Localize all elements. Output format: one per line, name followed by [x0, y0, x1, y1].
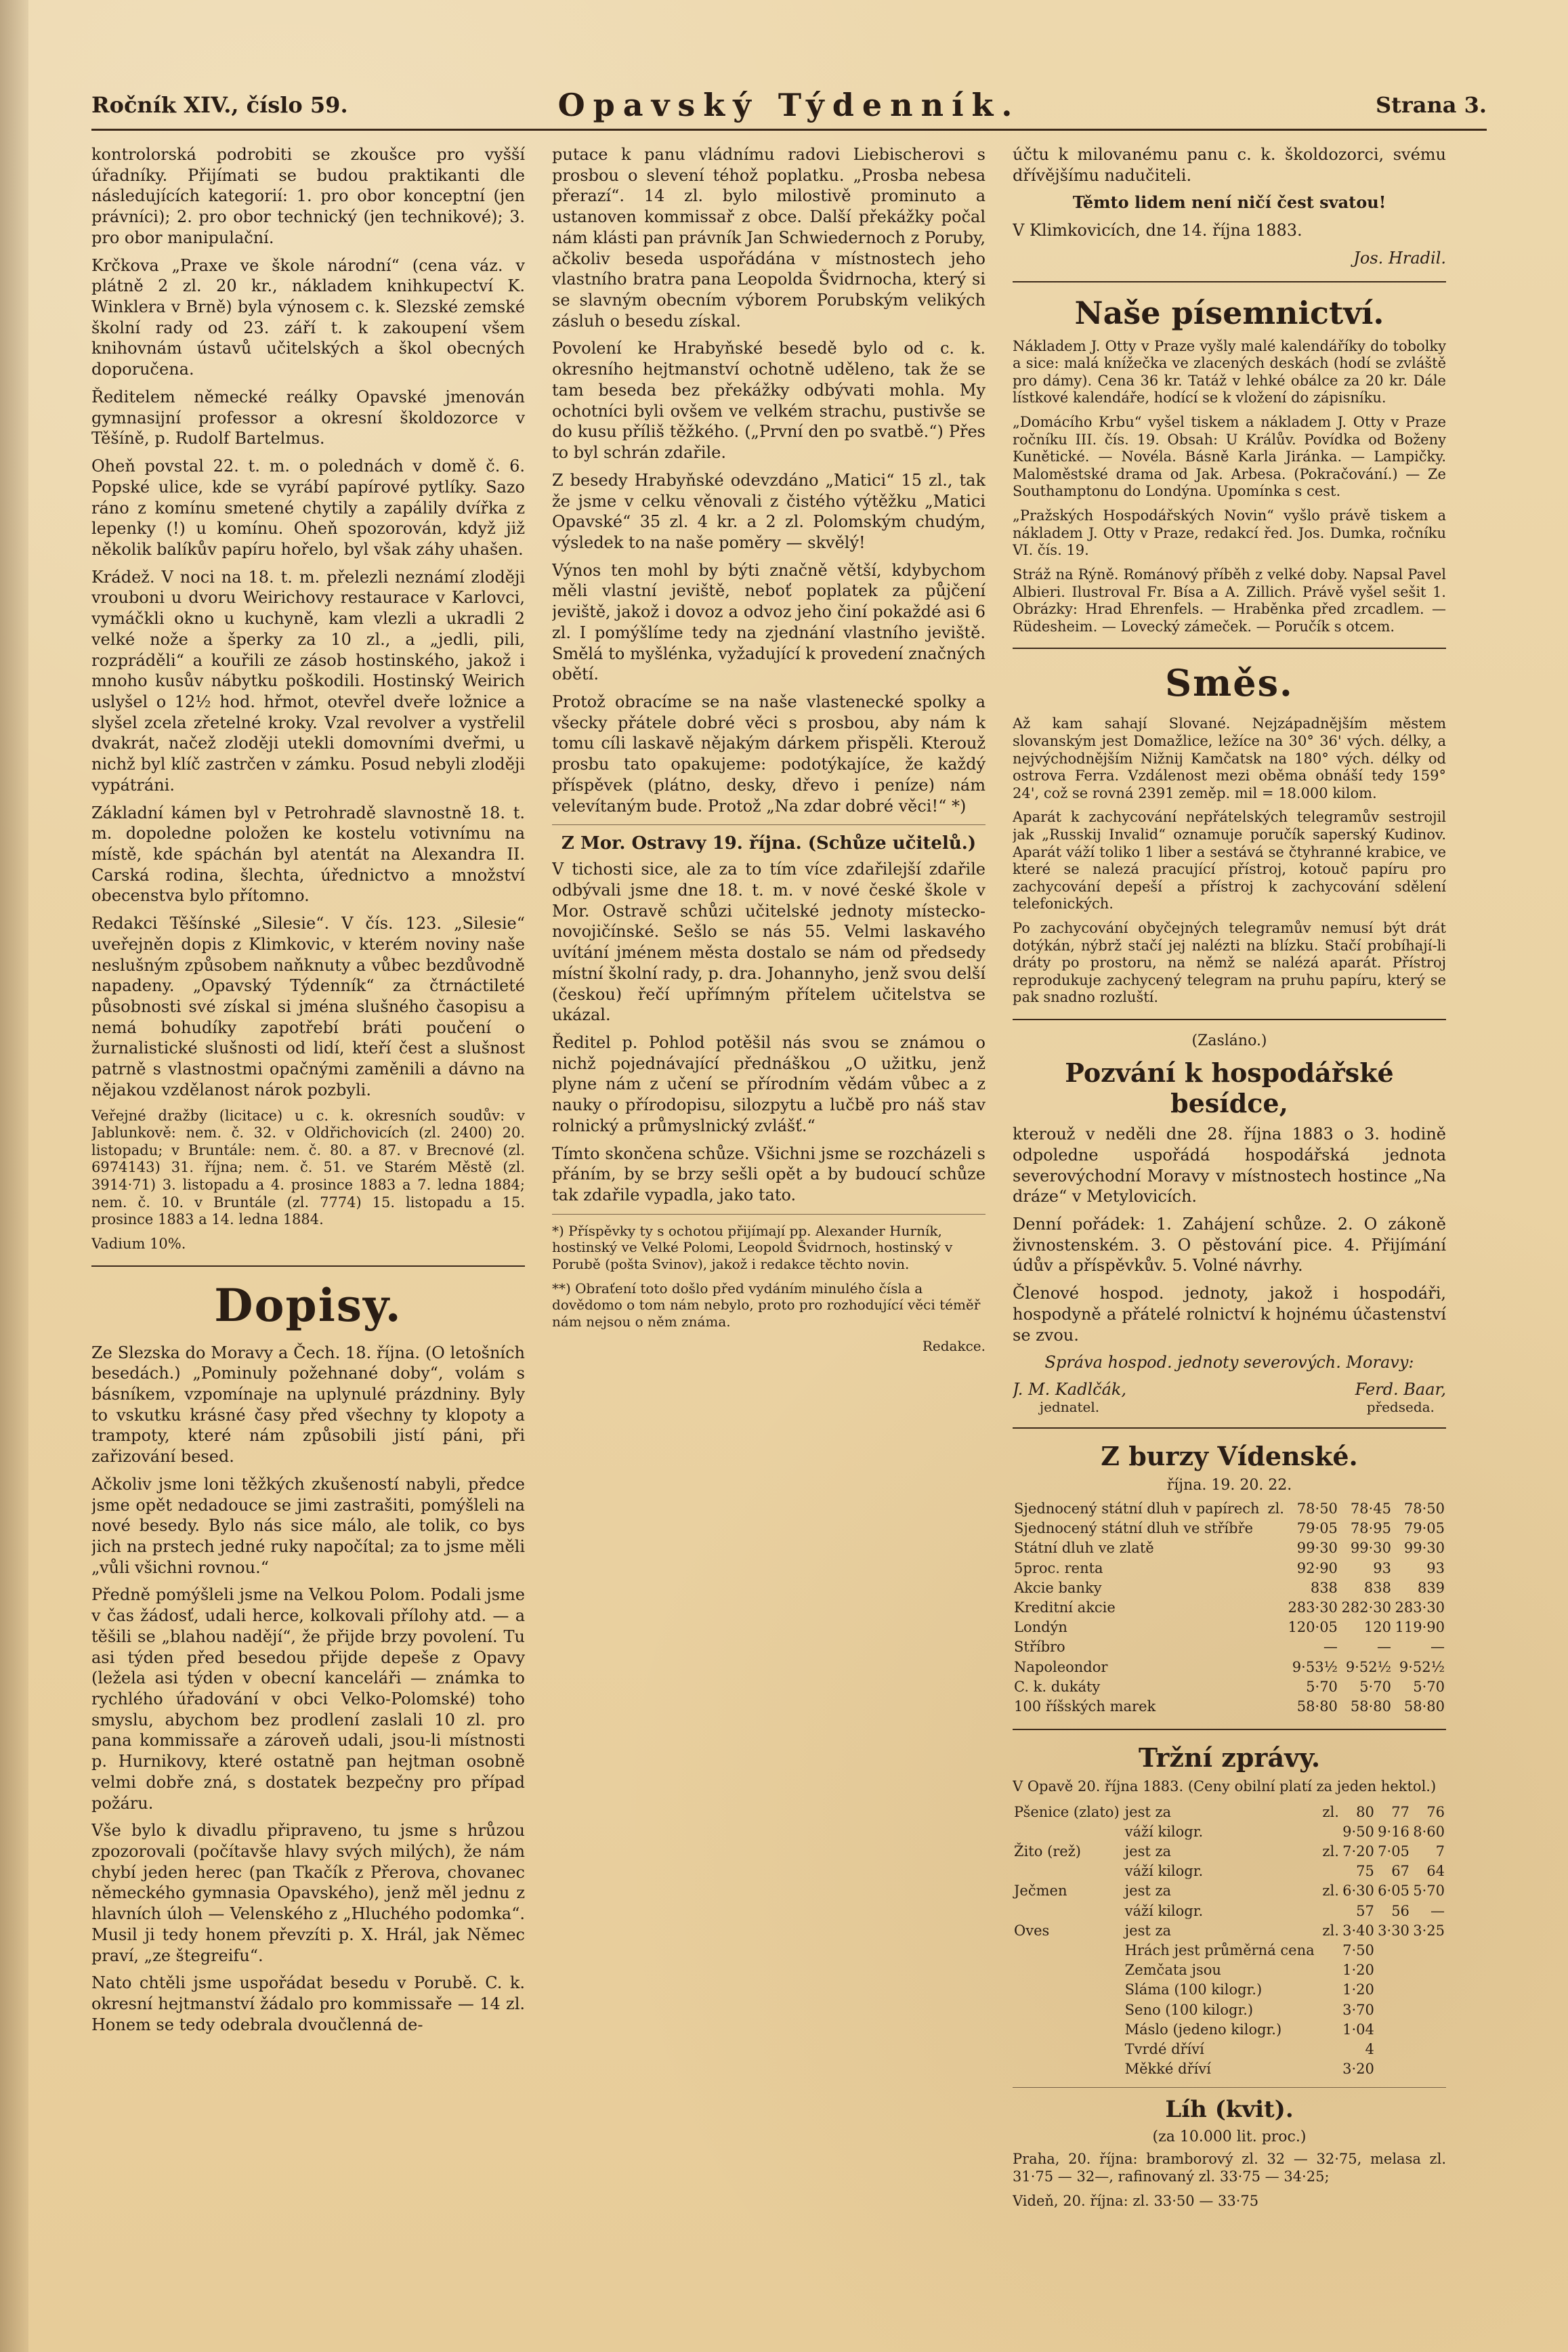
- market-value: [1411, 1960, 1446, 1980]
- burza-value: [1266, 1598, 1286, 1618]
- burza-value: 78·50: [1296, 1500, 1338, 1517]
- market-row: [1013, 1980, 1446, 2000]
- market-value: [1321, 2000, 1340, 2020]
- market-row: [1013, 1921, 1446, 1941]
- market-value: váží kilogr.: [1124, 1823, 1204, 1840]
- market-value: [1321, 2059, 1340, 2079]
- market-value: Zemčata jsou: [1124, 1962, 1221, 1979]
- lih-line: Videň, 20. října: zl. 33·50 — 33·75: [1013, 2192, 1259, 2209]
- burza-value: 838: [1310, 1579, 1338, 1596]
- market-value: Měkké dříví: [1124, 2061, 1211, 2078]
- lih-line: Praha, 20. října: bramborový zl. 32 — 32·75, melasa zl. 31·75 — 32—, rafinovaný zl. 33·75 — 34·25;: [1013, 2151, 1446, 2185]
- burza-value: 120: [1363, 1619, 1391, 1636]
- market-value: 3·25: [1413, 1922, 1445, 1939]
- market-value: zl.: [1322, 1922, 1339, 1939]
- section-divider: [1013, 648, 1446, 649]
- burza-item-name: Sjednocený státní dluh v papírech: [1014, 1500, 1260, 1517]
- market-value: 67: [1391, 1863, 1410, 1880]
- burza-value: [1266, 1637, 1286, 1657]
- market-commodity: [1013, 1862, 1124, 1881]
- market-value: [1411, 2059, 1446, 2079]
- market-value: 56: [1391, 1902, 1410, 1919]
- burza-row: [1013, 1578, 1446, 1598]
- market-row: [1013, 1941, 1446, 1960]
- article-columns: [91, 144, 1487, 2304]
- burza-value: [1266, 1559, 1286, 1578]
- market-value: [1376, 2000, 1411, 2020]
- signature-row: [1013, 1380, 1446, 1415]
- market-commodity: Ječmen: [1014, 1883, 1067, 1899]
- market-value: [1376, 1980, 1411, 2000]
- market-commodity: [1013, 1960, 1124, 1980]
- lih-heading: Líh (kvit).: [1165, 2096, 1294, 2124]
- burza-item-name: Napoleondor: [1014, 1658, 1108, 1675]
- market-value: 4: [1365, 2040, 1374, 2057]
- auction-notice: Veřejné dražby (licitace) u c. k. okresních soudův: v Jablunkově: nem. č. 32. v Oldřichovicích (zl. 2400) 20. listopadu; v Bruntále: nem. č. 80. a 87. v Brecnové (zl. 6974143) 31. října; nem. č. 51. ve Starém Městě (zl. 3914·71) 3. listopadu a 4. prosince 1883 a 7. ledna 1884; nem. č. 10. v Bruntále (zl. 7774) 15. listopadu a 15. prosince 1883 a 14. ledna 1884.: [91, 1107, 525, 1228]
- sprava-line: Správa hospod. jednoty severových. Moravy:: [1044, 1353, 1414, 1372]
- burza-value: [1266, 1578, 1286, 1598]
- market-value: 80: [1356, 1803, 1374, 1820]
- burza-value: 78·50: [1403, 1500, 1445, 1517]
- burza-item-name: Londýn: [1014, 1619, 1067, 1636]
- market-value: [1411, 1980, 1446, 2000]
- burza-value: [1266, 1658, 1286, 1677]
- burza-row: [1013, 1499, 1446, 1519]
- market-row: [1013, 2000, 1446, 2020]
- masthead: [91, 81, 1487, 131]
- middle-article-paragraph: putace k panu vládnímu radovi Liebischerovi s prosbou o slevení téhož poplatku. „Prosba nebesa přerazí“. 14 zl. bylo milostivě prominuto a ustanoven kommissař z obce. Další překážky počal nám klásti pan právník Jan Schwiedernoch z Poruby, ačkoliv beseda uspořádána v místnostech jeho vlastního bratra pana Leopolda Švidrnocha, který si se slavným obecním výborem Porubským velikých zásluh o besedu získal.: [552, 145, 986, 331]
- dopisy-paragraph: Ačkoliv jsme loni těžkých zkušeností nabyli, předce jsme opět nedadouce se jimi zastrašiti, pomýšleli na nové besedy. Bylo nás sice málo, ale tolik, co bys jich na prstech jedné ruky napočítal; za to jsme měli „vůli všichni rovnou.“: [91, 1474, 525, 1577]
- market-value: [1321, 2040, 1340, 2059]
- burza-value: 78·95: [1350, 1520, 1391, 1537]
- pozvani-paragraph: Členové hospod. jednoty, jakož i hospodáři, hospodyně a přátelé rolnictví k hojnému účastenství se zvou.: [1013, 1284, 1446, 1345]
- market-value: Tvrdé dříví: [1124, 2040, 1204, 2057]
- burza-value: [1266, 1618, 1286, 1637]
- market-commodity: [1013, 2059, 1124, 2079]
- market-value: 1·20: [1342, 1962, 1374, 1979]
- burza-value: zl.: [1267, 1500, 1284, 1517]
- literature-paragraph: „Domácího Krbu“ vyšel tiskem a nákladem J. Otty v Praze ročníku III. čís. 19. Obsah: U Králův. Povídka od Boženy Kunětické. — Novéla. Básně Karla Jiránka. — Lampičky. Maloměstské drama od Jak. Arbesa. (Pokračování.) — Ze Southamptonu do Londýna. Upomínka s cest.: [1013, 414, 1446, 500]
- burza-value: 99·30: [1350, 1540, 1391, 1557]
- burza-value: 93: [1426, 1559, 1445, 1576]
- burza-item-name: Státní dluh ve zlatě: [1014, 1540, 1154, 1557]
- burza-value: 58·80: [1350, 1698, 1391, 1715]
- market-value: 75: [1356, 1863, 1374, 1880]
- zaslano-label: (Zasláno.): [1191, 1032, 1267, 1050]
- market-value: 9·16: [1378, 1823, 1410, 1840]
- market-value: 3·20: [1342, 2061, 1374, 2078]
- market-commodity: [1013, 1941, 1124, 1960]
- left-signature-role: jednatel.: [1039, 1399, 1100, 1415]
- burza-row: [1013, 1538, 1446, 1558]
- section-divider: [1013, 1729, 1446, 1730]
- market-row: [1013, 1902, 1446, 1921]
- nase-pisemnictvi-heading: Naše písemnictví.: [1074, 294, 1384, 331]
- market-row: [1013, 1803, 1446, 1822]
- burza-value: 99·30: [1296, 1540, 1338, 1557]
- footnote-signature: Redakce.: [922, 1338, 986, 1355]
- vadium-note: Vadium 10%.: [91, 1235, 186, 1252]
- lih-subheading: (za 10.000 lit. proc.): [1152, 2128, 1307, 2146]
- market-value: [1411, 2020, 1446, 2040]
- left-article-paragraph: kontrolorská podrobiti se zkoušce pro vyšší úřadníky. Přijímati se budou praktikanti dle následujících kategorií: 1. pro obor konceptní (jen právníci); 2. pro obor technický (jen technikové); 3. pro obor manipulační.: [91, 145, 525, 247]
- burza-item-name: 100 říšských marek: [1014, 1698, 1156, 1715]
- market-value: zl.: [1322, 1883, 1339, 1899]
- section-divider: [1013, 1019, 1446, 1020]
- market-value: [1376, 1941, 1411, 1960]
- pozvani-paragraph: kterouž v neděli dne 28. října 1883 o 3. hodině odpoledne uspořádá hospodářská jednota severovýchodní Moravy v místnostech hostince „Na dráze“ v Metylovicích.: [1013, 1125, 1446, 1206]
- middle-divider: [552, 824, 986, 825]
- market-commodity: Pšenice (zlato): [1014, 1803, 1120, 1820]
- market-value: zl.: [1322, 1843, 1339, 1860]
- section-divider: [1013, 281, 1446, 282]
- market-value: 7·05: [1378, 1843, 1410, 1860]
- burza-value: —: [1323, 1639, 1338, 1656]
- market-value: [1411, 1941, 1446, 1960]
- burza-value: 839: [1417, 1579, 1445, 1596]
- market-value: 1·04: [1342, 2021, 1374, 2038]
- section-divider: [1013, 2087, 1446, 2088]
- middle-column: [552, 144, 986, 2304]
- literature-paragraph: Stráž na Rýně. Románový příběh z velké doby. Napsal Pavel Albieri. Ilustroval Fr. Bísa a A. Zillich. Právě vyšel sešit 1. Obrázky: Hrad Ehrenfels. — Hraběnka před zrcadlem. — Rüdesheim. — Lovecký zámeček. — Poručík s otcem.: [1013, 566, 1446, 635]
- market-value: 7·50: [1342, 1941, 1374, 1958]
- left-article-paragraph: Ředitelem německé reálky Opavské jmenován gymnasijní professor a okresní školdozorce v Těšíně, p. Rudolf Bartelmus.: [91, 387, 525, 448]
- left-article-paragraph: Redakci Těšínské „Silesie“. V čís. 123. „Silesie“ uveřejněn dopis z Klimkovic, v kterém noviny naše neslušným způsobem naňknuty a vůbec bezdůvodně napadeny. „Opavský Týdenník“ za čtrnáctileté působnosti své získal si jména slušného časopisu a nemá bohudíky zapotřebí bráti poučení o žurnalistické slušnosti od lidí, kteří čest a slušnost patrně s vlastnostmi opačnými zaměnili a dávno na nějakou vzdělanost nárok pozbyli.: [91, 914, 525, 1099]
- market-value: jest za: [1124, 1922, 1172, 1939]
- ostrava-heading: Z Mor. Ostravy 19. října. (Schůze učitelů.): [561, 833, 977, 854]
- burza-value: 79·05: [1403, 1520, 1445, 1537]
- burza-value: [1266, 1697, 1286, 1717]
- market-value: 3·30: [1378, 1922, 1410, 1939]
- market-value: [1376, 1960, 1411, 1980]
- market-value: [1321, 1941, 1340, 1960]
- intro-line: V Klimkovicích, dne 14. října 1883.: [1013, 221, 1302, 240]
- burza-item-name: C. k. dukáty: [1014, 1678, 1101, 1695]
- market-table: [1013, 1803, 1446, 2080]
- burza-value: [1266, 1677, 1286, 1697]
- footnote: *) Příspěvky ty s ochotou přijímají pp. Alexander Hurník, hostinský ve Velké Polomi, Leopold Švidrnoch, hostinský v Porubě (pošta Svinov), jakož i redakce těchto novin.: [552, 1222, 953, 1272]
- middle-article-paragraph: Protož obracíme se na naše vlastenecké spolky a všecky přátele dobré věci s prosbou, aby nám k tomu cíli laskavě nějakým dárkem přispěli. Kterouž prosbu tato opakujeme: podotýkajíce, že každý příspěvek (plátno, desky, dřevo i peníze) nám velevítaným bude. Protož „Na zdar dobré věci!“ *): [552, 692, 986, 816]
- smes-paragraph: Po zachycování obyčejných telegramův nemusí být drát dotýkán, nýbrž stačí jej nalézti na blízku. Stačí probíhají-li dráty po prostoru, na němž se nalézá aparát. Přístroj reprodukuje zachycený telegram na pruhu papíru, který se pak snadno rozluští.: [1013, 920, 1446, 1006]
- left-signature: [1013, 1380, 1126, 1415]
- burza-value: 5·70: [1413, 1678, 1445, 1695]
- burza-table: [1013, 1499, 1446, 1717]
- market-row: [1013, 1842, 1446, 1862]
- burza-value: 119·90: [1395, 1619, 1445, 1636]
- right-signature-role: předseda.: [1366, 1399, 1435, 1415]
- market-value: [1376, 2059, 1411, 2079]
- market-value: Sláma (100 kilogr.): [1124, 1981, 1263, 1998]
- market-value: [1321, 1822, 1340, 1842]
- burza-row: [1013, 1519, 1446, 1538]
- burza-subhead: října. 19. 20. 22.: [1166, 1477, 1292, 1494]
- market-value: Seno (100 kilogr.): [1124, 2001, 1254, 2018]
- market-value: jest za: [1124, 1803, 1172, 1820]
- market-value: 6·30: [1342, 1883, 1374, 1899]
- dopisy-paragraph: Ze Slezska do Moravy a Čech. 18. října. (O letošních besedách.) „Pominuly požehnané doby“, volám s básníkem, vzpomínaje na uplynulé prázdniny. Byly to vskutku krásné časy před všechny ty klopoty a trampoty, které nám způsobili jistí páni, při zařizování besed.: [91, 1343, 525, 1467]
- burza-item-name: Kreditní akcie: [1014, 1599, 1116, 1616]
- burza-value: 5·70: [1359, 1678, 1391, 1695]
- market-table-body: [1013, 1803, 1446, 2080]
- section-divider: [91, 1265, 525, 1267]
- market-value: [1411, 2000, 1446, 2020]
- literature-paragraph: Nákladem J. Otty v Praze vyšly malé kalendáříky do tobolky a sice: malá knížečka ve zlacených deskách (hodí se zvláště pro dámy). Cena 36 kr. Tatáž v lehké obálce za 20 kr. Dále lístkové kalendáře, hodící se k vložení do zápisníku.: [1013, 337, 1446, 406]
- left-article-paragraph: Krádež. V noci na 18. t. m. přelezli neznámí zloději vrouboni u dvoru Weirichovy restaurace v Karlovci, vymáčkli okno u kuchyně, kam vlezli a ukradli 2 velké nože a šperky za 10 zl., a „jedli, pili, rozpráděli“ a kouřili ze zásob hostinského, jakož i mnoho kusův nábytku poškodili. Hostinský Weirich uslyšel o 12½ hod. hřmot, otevřel dveře ložnice a slyšel zcela zřetelné kroky. Vzal revolver a vystřelil dvakrát, načež zloději utekli domovními dveřmi, u nichž byl klíč zastrčen v zámku. Posud nebyli zloději vypátráni.: [91, 567, 525, 795]
- burza-value: 9·52½: [1345, 1658, 1391, 1675]
- market-commodity: [1013, 1980, 1124, 2000]
- middle-article-paragraph: Z besedy Hrabyňské odevzdáno „Matici“ 15 zl., tak že jsme v celku věnovali z čistého výtěžku „Matici Opavské“ 35 zl. 4 kr. a 2 zl. Polomským chudým, výsledek to na naše poměry — skvělý!: [552, 470, 986, 552]
- market-value: 7: [1435, 1843, 1445, 1860]
- burza-value: 5·70: [1306, 1678, 1338, 1695]
- left-column: [91, 144, 525, 2304]
- burza-row: [1013, 1658, 1446, 1677]
- burza-value: 78·45: [1350, 1500, 1391, 1517]
- market-value: [1321, 1862, 1340, 1881]
- middle-article-paragraph: Výnos ten mohl by býti značně větší, kdybychom měli vlastní jeviště, neboť poplatek za půjčení jeviště, jakož i dovoz a odvoz jeho činí pokaždé asi 6 zl. I pomýšlíme tedy na zjednání vlastního jeviště. Smělá to myšlénka, vyžadující k provedení značných obětí.: [552, 560, 986, 684]
- intro-line: Těmto lidem není ničí čest svatou!: [1072, 192, 1386, 213]
- burza-value: —: [1376, 1639, 1391, 1656]
- market-value: 8·60: [1413, 1823, 1445, 1840]
- market-row: [1013, 1822, 1446, 1842]
- burza-value: 93: [1373, 1559, 1391, 1576]
- middle-article-paragraph: Povolení ke Hrabyňské besedě bylo od c. k. okresního hejtmanství ochotně uděleno, tak že se tam beseda bez překážky odbývati mohla. My ochotníci byli ovšem ve velkém strachu, pustivše se do kusu příliš těžkého. („První den po svatbě.“) Přes to byl schrán zdařile.: [552, 339, 986, 463]
- market-row: [1013, 1862, 1446, 1881]
- burza-value: 9·52½: [1399, 1658, 1445, 1675]
- burza-value: 58·80: [1296, 1698, 1338, 1715]
- market-intro: V Opavě 20. října 1883. (Ceny obilní platí za jeden hektol.): [1013, 1778, 1437, 1795]
- market-row: [1013, 1960, 1446, 1980]
- burza-value: 58·80: [1403, 1698, 1445, 1715]
- burza-row: [1013, 1598, 1446, 1618]
- market-value: váží kilogr.: [1124, 1902, 1204, 1919]
- market-value: jest za: [1124, 1843, 1172, 1860]
- smes-paragraph: Aparát k zachycování nepřátelských telegramův sestrojil jak „Russkij Invalid“ oznamuje poručík saperský Kudinov. Aparát váží toliko 1 liber a sestává se čtyhranné krabice, ve které se nalezá pracující přístroj, kotouč papíru pro zachycování depeší a přístroj k zachycování sdělení telefonických.: [1013, 809, 1446, 912]
- left-signature-name: J. M. Kadlčák,: [1013, 1380, 1127, 1399]
- section-divider: [1013, 1427, 1446, 1429]
- burza-heading: Z burzy Vídenské.: [1101, 1441, 1358, 1471]
- burza-row: [1013, 1697, 1446, 1717]
- market-value: [1376, 2020, 1411, 2040]
- market-value: zl.: [1322, 1803, 1339, 1820]
- market-commodity: [1013, 1822, 1124, 1842]
- market-value: 77: [1391, 1803, 1410, 1820]
- market-value: [1321, 1960, 1340, 1980]
- trzni-heading: Tržní zprávy.: [1138, 1742, 1321, 1773]
- burza-item-name: 5proc. renta: [1014, 1559, 1103, 1576]
- market-commodity: [1013, 1902, 1124, 1921]
- newspaper-title: Opavský Týdenník.: [557, 87, 1021, 123]
- left-article-paragraph: Oheň povstal 22. t. m. o polednách v domě č. 6. Popské ulice, kde se vyrábí papírové pytlíky. Sazo ráno z komínu smetené chytily a zapálily dvířka z lepenky (!) u komínu. Oheň spozorován, když již několik balíkův papíru hořelo, byl však záhy uhašen.: [91, 457, 525, 559]
- burza-row: [1013, 1677, 1446, 1697]
- pozvani-heading: Pozvání k hospodářské besídce,: [1065, 1057, 1394, 1119]
- market-value: 64: [1426, 1863, 1445, 1880]
- market-row: [1013, 1881, 1446, 1901]
- market-commodity: Žito (rež): [1014, 1843, 1081, 1860]
- market-value: 3·40: [1342, 1922, 1374, 1939]
- right-signature-name: Ferd. Baar,: [1355, 1380, 1446, 1399]
- burza-value: 99·30: [1403, 1540, 1445, 1557]
- burza-value: 283·30: [1395, 1599, 1445, 1616]
- burza-value: 283·30: [1288, 1599, 1338, 1616]
- smes-paragraph: Až kam sahají Slované. Nejzápadnějším městem slovanským jest Domažlice, ležíce na 30° 36' vých. délky, a nejvýchodnějším Nižnij Kamčatsk na 180° vých. délky od ostrova Ferra. Vzdálenost mezi oběma obnáší tedy 159° 24', což se rovná 2391 zeměp. mil = 18.000 kilom.: [1013, 715, 1446, 801]
- market-value: Máslo (jedeno kilogr.): [1124, 2021, 1282, 2038]
- burza-value: 9·53½: [1292, 1658, 1338, 1675]
- market-value: —: [1431, 1902, 1445, 1919]
- burza-value: 79·05: [1296, 1520, 1338, 1537]
- issue-label: Ročník XIV., číslo 59.: [91, 92, 348, 118]
- intro-signature: Jos. Hradil.: [1353, 248, 1446, 268]
- market-value: 9·50: [1342, 1823, 1374, 1840]
- market-row: [1013, 2020, 1446, 2040]
- left-article-paragraph: Krčkova „Praxe ve škole národní“ (cena váz. v plátně 2 zl. 20 kr., nákladem knihkupectví K. Winklera v Brně) byla výnosem c. k. Slezské zemské školní rady od 23. září t. k zakoupení všem knihovnám ústavů učitelských a škol obecných doporučena.: [91, 255, 525, 379]
- dopisy-heading: Dopisy.: [214, 1278, 402, 1332]
- market-value: 6·05: [1378, 1883, 1410, 1899]
- burza-row: [1013, 1637, 1446, 1657]
- right-column: [1013, 144, 1446, 2304]
- market-value: 76: [1426, 1803, 1445, 1820]
- market-value: 7·20: [1342, 1843, 1374, 1860]
- literature-paragraph: „Pražských Hospodářských Novin“ vyšlo právě tiskem a nákladem J. Otty v Praze, redakcí řed. Jos. Dumka, ročníku VI. čís. 19.: [1013, 507, 1446, 559]
- burza-item-name: Sjednocený státní dluh ve stříbře: [1014, 1520, 1254, 1537]
- market-commodity: Oves: [1014, 1922, 1050, 1939]
- right-signature: [1355, 1380, 1446, 1415]
- burza-value: [1266, 1538, 1286, 1558]
- market-commodity: [1013, 2040, 1124, 2059]
- burza-item-name: Stříbro: [1014, 1639, 1065, 1656]
- burza-value: 92·90: [1296, 1559, 1338, 1576]
- market-value: [1411, 2040, 1446, 2059]
- market-value: Hrách jest průměrná cena: [1124, 1941, 1315, 1958]
- market-value: jest za: [1124, 1883, 1172, 1899]
- burza-value: 838: [1363, 1579, 1391, 1596]
- footnote: **) Obraťení toto došlo před vydáním minulého čísla a dovědomo o tom nám nebylo, proto pro rozhodující věci téměř nám nejsou o něm známa.: [552, 1280, 981, 1330]
- market-value: 57: [1356, 1902, 1374, 1919]
- market-commodity: [1013, 2020, 1124, 2040]
- smes-heading: Směs.: [1165, 661, 1294, 705]
- burza-row: [1013, 1618, 1446, 1637]
- burza-value: 120·05: [1288, 1619, 1338, 1636]
- market-value: 5·70: [1413, 1883, 1445, 1899]
- market-value: [1321, 1980, 1340, 2000]
- pozvani-paragraph: Denní pořádek: 1. Zahájení schůze. 2. O zákoně živnostenském. 3. O pěstování pice. 4. Přijímání údův a příspěvkův. 5. Volné návrhy.: [1013, 1214, 1446, 1276]
- left-article-paragraph: Základní kámen byl v Petrohradě slavnostně 18. t. m. dopoledne položen ke kostelu votivnímu na místě, kde spáchán byl atentát na Alexandra II. Carská rodina, šlechta, úřednictvo a množství obecenstva bylo přítomno.: [91, 803, 525, 906]
- market-row: [1013, 2040, 1446, 2059]
- dopisy-paragraph: Nato chtěli jsme uspořádat besedu v Porubě. C. k. okresní hejtmanství žádalo pro kommissaře — 14 zl. Honem se tedy odebrala dvoučlenná de-: [91, 1973, 525, 2034]
- market-row: [1013, 2059, 1446, 2079]
- market-value: 1·20: [1342, 1981, 1374, 1998]
- ostrava-paragraph: Tímto skončena schůze. Všichni jsme se rozcházeli s přáním, by se brzy sešli opět a by budoucí schůze tak zdařile vypadla, jako tato.: [552, 1143, 986, 1205]
- burza-value: 282·30: [1341, 1599, 1391, 1616]
- market-value: váží kilogr.: [1124, 1863, 1204, 1880]
- footnote-divider: [552, 1214, 986, 1215]
- page-fold-shadow: [0, 0, 28, 2352]
- ostrava-paragraph: V tichosti sice, ale za to tím více zdařilejší zdařile odbývali jsme dne 18. t. m. v nové české škole v Mor. Ostravě schůzi učitelské jednoty místecko-novojičínské. Sešlo se nás 55. Velmi laskavého uvítání jménem města dostalo se nám od předsedy místní školní rady, p. dra. Johannyho, jenž svou delší (českou) řečí upřímným přítelem učitelstva se ukázal.: [552, 860, 986, 1025]
- burza-value: —: [1431, 1639, 1445, 1656]
- burza-value: [1266, 1519, 1286, 1538]
- market-value: 3·70: [1342, 2001, 1374, 2018]
- burza-item-name: Akcie banky: [1014, 1579, 1102, 1596]
- intro-line: účtu k milovanému panu c. k. školdozorci, svému dřívějšímu nadučiteli.: [1013, 145, 1446, 185]
- dopisy-paragraph: Předně pomýšleli jsme na Velkou Polom. Podali jsme v čas žádosť, udali herce, kolkovali přílohy atd. — a těšili se „blahou nadějí“, že přijde brzy povolení. Tu asi týden před besedou přijde depeše z Opavy (ležela asi týden v obecní kanceláři — známka to rychlého úřadování v obci Velko-Polomské) toho smyslu, abychom bez prodlení zaslali 10 zl. pro pana kommissaře a zároveň udali, jsou-li místnosti p. Hurnikovy, které ostatně pan hejtman osobně velmi dobře zná, s dostatek bezpečny pro případ požáru.: [91, 1585, 525, 1813]
- burza-table-body: [1013, 1499, 1446, 1717]
- market-commodity: [1013, 2000, 1124, 2020]
- ostrava-paragraph: Ředitel p. Pohlod potěšil nás svou se známou o nichž pojednávající přednáškou „O užitku, jenž plyne nám z učení se přírodním vědám vůbec a z nauky o přírodopisu, silozpytu a lučbě pro náš stav rolnický a průmyslnický zvlášť.“: [552, 1033, 986, 1135]
- market-value: [1321, 1902, 1340, 1921]
- dopisy-paragraph: Vše bylo k divadlu připraveno, tu jsme s hrůzou zpozorovali (počítavše hlavy svých milých), že nám chybí jeden herec (pan Tkačík z Přerova, chovanec německého gymnasia Opavského), jenž měl jednu z hlavních úloh — Velenského z „Hluchého podomka“. Musil ji tedy honem převzíti p. X. Hrál, jak Němec praví, „ze štegreifu“.: [91, 1821, 525, 1965]
- market-value: [1376, 2040, 1411, 2059]
- page-label: Strana 3.: [1375, 92, 1487, 118]
- burza-row: [1013, 1559, 1446, 1578]
- market-value: [1321, 2020, 1340, 2040]
